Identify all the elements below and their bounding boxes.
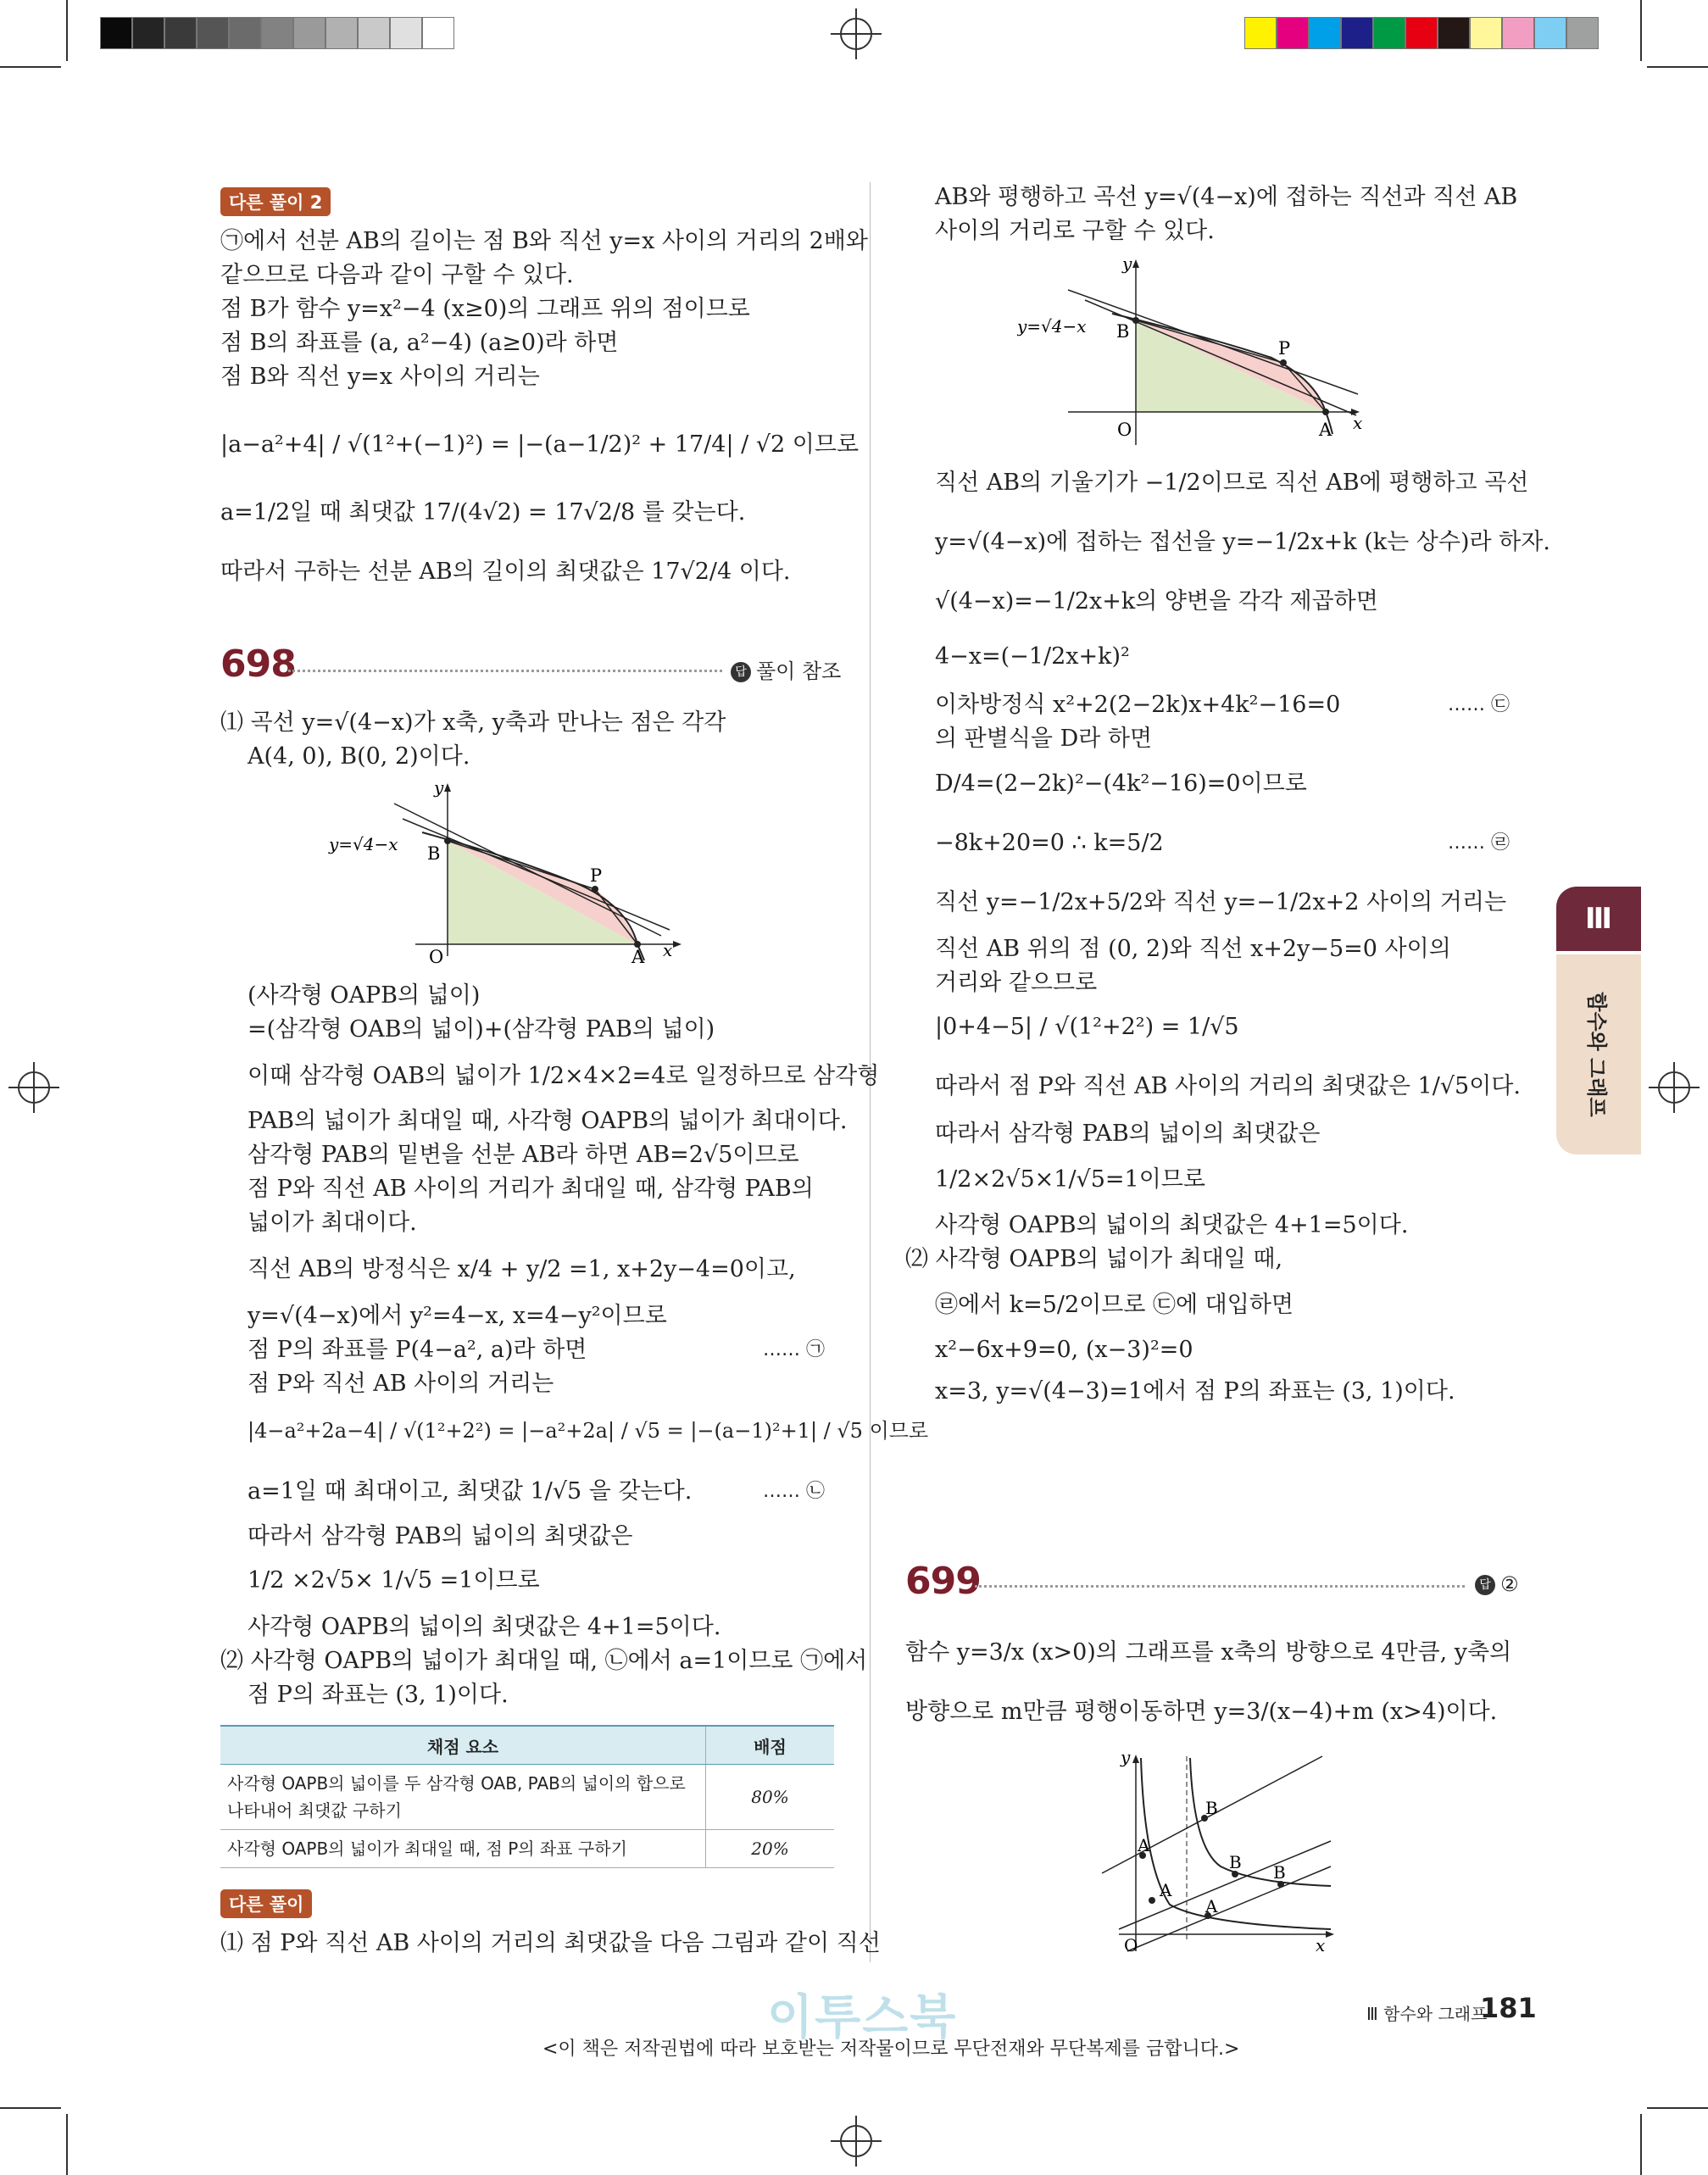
dotted-leader — [975, 1585, 1465, 1588]
text-line: √(4−x)=−1/2x+k의 양변을 각각 제곱하면 — [935, 588, 1378, 615]
color-swatch — [164, 17, 197, 49]
color-swatch — [1277, 17, 1309, 49]
problem-number: 698 — [220, 642, 296, 686]
problem-number: 699 — [905, 1560, 981, 1603]
color-swatch — [358, 17, 390, 49]
footer-section: Ⅲ 함수와 그래프 — [1366, 2004, 1488, 2024]
curve-label: y=√4−x — [329, 834, 398, 854]
text-line: 사각형 OAPB의 넓이의 최댓값은 4+1=5이다. — [935, 1212, 1409, 1238]
formula-line: 1/2×2√5×1/√5=1이므로 — [935, 1166, 1205, 1193]
gray-color-bar — [100, 17, 454, 49]
text-line: 사각형 OAPB의 넓이의 최댓값은 4+1=5이다. — [248, 1614, 721, 1640]
alt-solution-badge: 다른 풀이 — [220, 1889, 312, 1918]
point-label-b: B — [427, 843, 441, 864]
equation-mark: …… ㉡ — [763, 1481, 825, 1502]
graph-sqrt-curve-2 — [1017, 254, 1382, 449]
text-line: (사각형 OAPB의 넓이) — [248, 982, 481, 1009]
text-line: 따라서 삼각형 PAB의 넓이의 최댓값은 — [248, 1523, 633, 1549]
color-swatch — [100, 17, 132, 49]
chapter-tab-roman: Ⅲ — [1556, 887, 1641, 951]
formula-line: |0+4−5| / √(1²+2²) = 1/√5 — [935, 1014, 1239, 1040]
point-label-b: B — [1273, 1862, 1286, 1883]
dotted-leader — [288, 670, 722, 672]
answer-icon: 답 — [731, 662, 751, 682]
table-cell: 사각형 OAPB의 넓이를 두 삼각형 OAB, PAB의 넓이의 합으로 나타내어 최댓값 구하기 — [220, 1765, 706, 1830]
color-swatch — [1470, 17, 1502, 49]
text-line: 따라서 점 P와 직선 AB 사이의 거리의 최댓값은 1/√5이다. — [935, 1073, 1521, 1099]
text-line: a=1일 때 최대이고, 최댓값 1/√5 을 갖는다. — [248, 1478, 693, 1505]
text-line: PAB의 넓이가 최대일 때, 사각형 OAPB의 넓이가 최대이다. — [248, 1108, 848, 1134]
color-swatch — [1244, 17, 1277, 49]
color-swatch — [197, 17, 229, 49]
answer-label — [1475, 1572, 1519, 1596]
equation-mark: …… ㉠ — [763, 1339, 825, 1360]
registration-mark — [831, 8, 882, 59]
color-swatch — [1534, 17, 1566, 49]
cmyk-color-bar — [1244, 17, 1599, 49]
color-swatch — [325, 17, 358, 49]
text-line: 점 P의 좌표를 P(4−a², a)라 하면 — [248, 1337, 587, 1363]
crop-mark — [0, 2107, 61, 2109]
curve-label: y=√4−x — [1017, 316, 1087, 337]
formula-line: D/4=(2−2k)²−(4k²−16)=0이므로 — [935, 770, 1307, 797]
axis-label-y: y — [1122, 254, 1132, 274]
point-label-a: A — [1319, 420, 1332, 440]
text-line: 점 P와 직선 AB 사이의 거리가 최대일 때, 삼각형 PAB의 — [248, 1176, 814, 1202]
formula-line: 1/2 ×2√5× 1/√5 =1이므로 — [248, 1567, 540, 1594]
text-line: 따라서 삼각형 PAB의 넓이의 최댓값은 — [935, 1121, 1321, 1147]
axis-label-x: x — [1353, 413, 1363, 433]
table-header: 배점 — [706, 1726, 835, 1765]
color-swatch — [1373, 17, 1405, 49]
color-swatch — [293, 17, 325, 49]
scoring-table — [220, 1725, 834, 1868]
color-swatch — [229, 17, 261, 49]
text-line: 점 P의 좌표는 (3, 1)이다. — [248, 1682, 509, 1708]
axis-label-y: y — [434, 778, 444, 798]
point-label-a: A — [1160, 1880, 1172, 1900]
text-line: 넓이가 최대이다. — [248, 1210, 417, 1236]
crop-mark — [66, 2114, 68, 2175]
text-line: 의 판별식을 D라 하면 — [935, 726, 1153, 752]
crop-mark — [66, 0, 68, 61]
text-line: 같으므로 다음과 같이 구할 수 있다. — [220, 262, 574, 288]
text-line: 삼각형 PAB의 밑변을 선분 AB라 하면 AB=2√5이므로 — [248, 1142, 799, 1168]
text-line: ⑴ 곡선 y=√(4−x)가 x축, y축과 만나는 점은 각각 — [220, 709, 726, 736]
text-line: 따라서 구하는 선분 AB의 길이의 최댓값은 17√2/4 이다. — [220, 559, 791, 585]
registration-mark — [8, 1062, 59, 1113]
table-row — [220, 1830, 834, 1868]
text-line: 직선 AB의 기울기가 −1/2이므로 직선 AB에 평행하고 곡선 — [935, 470, 1529, 496]
text-line: 이차방정식 x²+2(2−2k)x+4k²−16=0 — [935, 692, 1341, 718]
color-swatch — [422, 17, 454, 49]
equation-mark: …… ㉢ — [1448, 694, 1510, 715]
crop-mark — [1647, 2107, 1708, 2109]
color-swatch — [1566, 17, 1599, 49]
text-line: 직선 AB 위의 점 (0, 2)와 직선 x+2y−5=0 사이의 — [935, 936, 1451, 962]
text-line: ㉠에서 선분 AB의 길이는 점 B와 직선 y=x 사이의 거리의 2배와 — [220, 228, 868, 254]
color-swatch — [1309, 17, 1341, 49]
axis-label-y: y — [1121, 1748, 1131, 1767]
formula-line: a=1/2일 때 최댓값 17/(4√2) = 17√2/8 를 갖는다. — [220, 499, 746, 526]
text-line: 방향으로 m만큼 평행이동하면 y=3/(x−4)+m (x>4)이다. — [905, 1699, 1498, 1725]
formula-line: −8k+20=0 ∴ k=5/2 — [935, 830, 1164, 856]
crop-mark — [0, 66, 61, 68]
formula-line: 4−x=(−1/2x+k)² — [935, 643, 1130, 670]
registration-mark — [831, 2116, 882, 2167]
text-line: A(4, 0), B(0, 2)이다. — [248, 743, 470, 770]
color-swatch — [1341, 17, 1373, 49]
graph-hyperbola — [1085, 1748, 1339, 1956]
origin-label: O — [429, 947, 444, 965]
text-line: ㉣에서 k=5/2이므로 ㉢에 대입하면 — [935, 1292, 1294, 1318]
text-line: 직선 AB의 방정식은 x/4 + y/2 =1, x+2y−4=0이고, — [248, 1256, 796, 1282]
point-label-p: P — [1278, 338, 1291, 359]
text-line: 점 B가 함수 y=x²−4 (x≥0)의 그래프 위의 점이므로 — [220, 296, 750, 322]
text-line: AB와 평행하고 곡선 y=√(4−x)에 접하는 직선과 직선 AB — [935, 184, 1518, 210]
crop-mark — [1640, 2114, 1642, 2175]
point-label-b: B — [1116, 321, 1130, 342]
text-line: 직선 y=−1/2x+5/2와 직선 y=−1/2x+2 사이의 거리는 — [935, 889, 1507, 915]
text-line: 이때 삼각형 OAB의 넓이가 1/2×4×2=4로 일정하므로 삼각형 — [248, 1063, 880, 1089]
page-number: 181 — [1480, 1992, 1537, 2024]
text-line: y=√(4−x)에서 y²=4−x, x=4−y²이므로 — [248, 1303, 667, 1329]
table-header: 채점 요소 — [220, 1726, 706, 1765]
answer-text: 풀이 참조 — [756, 659, 842, 683]
point-label-p: P — [590, 865, 603, 886]
registration-mark — [1649, 1062, 1700, 1113]
text-line: =(삼각형 OAB의 넓이)+(삼각형 PAB의 넓이) — [248, 1016, 715, 1043]
text-line: 점 P와 직선 AB 사이의 거리는 — [248, 1371, 554, 1397]
text-line: x=3, y=√(4−3)=1에서 점 P의 좌표는 (3, 1)이다. — [935, 1378, 1455, 1405]
publisher-watermark: 이투스북 — [767, 1990, 958, 2045]
formula-line: |4−a²+2a−4| / √(1²+2²) = |−a²+2a| / √5 = |−(a−1)²+1| / √5 이므로 — [248, 1419, 929, 1443]
chapter-tab — [1556, 887, 1641, 1156]
table-cell: 사각형 OAPB의 넓이가 최대일 때, 점 P의 좌표 구하기 — [220, 1830, 706, 1868]
color-swatch — [1405, 17, 1438, 49]
color-swatch — [132, 17, 164, 49]
point-label-b: B — [1229, 1852, 1242, 1872]
text-line: ⑴ 점 P와 직선 AB 사이의 거리의 최댓값을 다음 그림과 같이 직선 — [220, 1930, 881, 1956]
point-label-a: A — [631, 947, 645, 965]
text-line: 점 B와 직선 y=x 사이의 거리는 — [220, 364, 540, 390]
chapter-tab-label: 함수와 그래프 — [1584, 992, 1609, 1117]
answer-text: ② — [1500, 1572, 1519, 1596]
text-line: 함수 y=3/x (x>0)의 그래프를 x축의 방향으로 4만큼, y축의 — [905, 1639, 1512, 1666]
color-swatch — [390, 17, 422, 49]
point-label-a: A — [1138, 1835, 1150, 1855]
text-line: ⑵ 사각형 OAPB의 넓이가 최대일 때, ㉡에서 a=1이므로 ㉠에서 — [220, 1648, 868, 1674]
answer-label — [731, 654, 841, 684]
copyright-notice: <이 책은 저작권법에 따라 보호받는 저작물이므로 무단전재와 무단복제를 금합니다.> — [542, 2039, 1240, 2060]
axis-label-x: x — [1316, 1935, 1326, 1955]
axis-label-x: x — [663, 940, 673, 960]
equation-mark: …… ㉣ — [1448, 832, 1510, 854]
text-line: 점 B의 좌표를 (a, a²−4) (a≥0)라 하면 — [220, 330, 619, 356]
crop-mark — [1647, 66, 1708, 68]
crop-mark — [1640, 0, 1642, 61]
origin-label: O — [1117, 420, 1132, 440]
table-cell: 20% — [706, 1830, 835, 1868]
color-swatch — [1438, 17, 1470, 49]
alt-solution-2-badge: 다른 풀이 2 — [220, 187, 331, 216]
table-cell: 80% — [706, 1765, 835, 1830]
answer-icon: 답 — [1475, 1575, 1495, 1595]
formula-line: |a−a²+4| / √(1²+(−1)²) = |−(a−1/2)² + 17/4| / √2 이므로 — [220, 431, 860, 458]
text-line: x²−6x+9=0, (x−3)²=0 — [935, 1337, 1193, 1363]
point-label-a: A — [1205, 1896, 1218, 1916]
text-line: 사이의 거리로 구할 수 있다. — [935, 218, 1215, 244]
text-line: ⑵ 사각형 OAPB의 넓이가 최대일 때, — [905, 1246, 1283, 1272]
text-line: y=√(4−x)에 접하는 접선을 y=−1/2x+k (k는 상수)라 하자. — [935, 529, 1550, 555]
table-row — [220, 1765, 834, 1830]
graph-sqrt-curve-1 — [322, 778, 687, 965]
point-label-b: B — [1205, 1798, 1218, 1818]
color-swatch — [261, 17, 293, 49]
color-swatch — [1502, 17, 1534, 49]
origin-label: O — [1124, 1935, 1138, 1955]
text-line: 거리와 같으므로 — [935, 970, 1098, 996]
